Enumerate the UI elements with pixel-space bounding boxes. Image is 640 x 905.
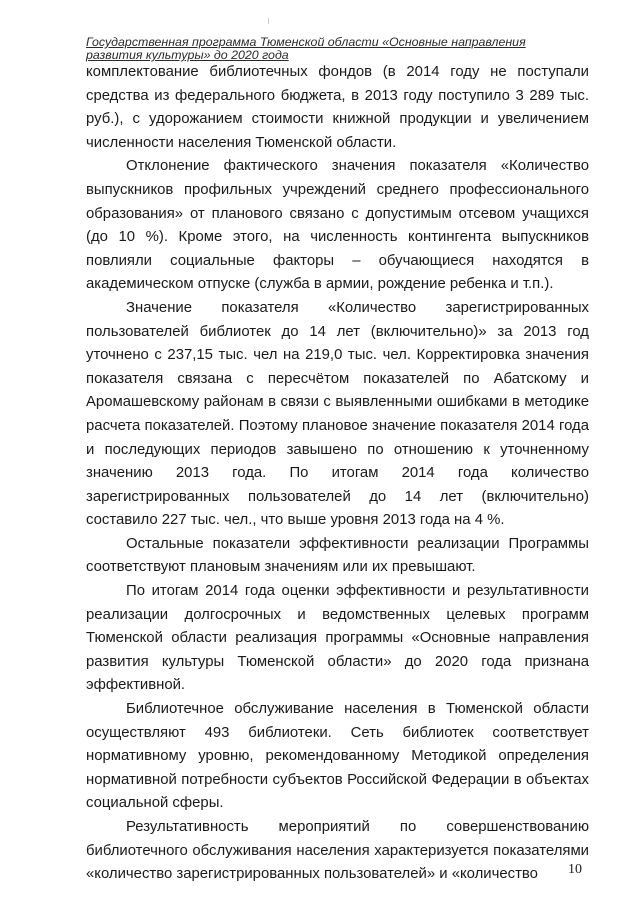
page-number: 10 <box>568 862 582 877</box>
paragraph-continued: комплектование библиотечных фондов (в 2014 году не поступали средства из федерального бюджета, в 2013 году поступило 3 289 тыс. руб.), с удорожанием стоимости книжной продукции и увеличением численности населения Тюменской области. <box>86 64 589 151</box>
paragraph: Библиотечное обслуживание населения в Тюменской области осуществляют 493 библиотеки. Сеть библиотек соответствует нормативному уровню, рекомендованному Методикой определения нормативной потребности субъектов Российской Федерации в объектах социальной сферы. <box>86 701 589 812</box>
paragraph: Отклонение фактического значения показателя «Количество выпускников профильных учреждений среднего профессионального образования» от планового связано с допустимым отсевом учащихся (до 10 %). Кроме этого, на численность контингента выпускников повлияли социальные факторы – обучающиеся находятся в академическом отпуске (служба в армии, рождение ребенка и т.п.). <box>86 158 589 293</box>
paragraph: По итогам 2014 года оценки эффективности и результативности реализации долгосрочных и ведомственных целевых программ Тюменской области реализация программы «Основные направления развития культуры Тюменской области» до 2020 года признана эффективной. <box>86 583 589 694</box>
body-text <box>86 61 589 887</box>
paragraph: Остальные показатели эффективности реализации Программы соответствуют плановым значениям или их превышают. <box>86 535 589 576</box>
running-header <box>86 35 526 62</box>
running-header-line-2: развития культуры» до 2020 года <box>86 48 289 62</box>
paragraph: Значение показателя «Количество зарегистрированных пользователей библиотек до 14 лет (включительно)» за 2013 год уточнено с 237,15 тыс. чел на 219,0 тыс. чел. Корректировка значения показателя связана с пересчётом показателей по Абатскому и Аромашевскому районам в связи с выявленными ошибками в методике расчета показателей. Поэтому плановое значение показателя 2014 года и последующих периодов завышено по отношению к уточненному значению 2013 года. По итогам 2014 года количество зарегистрированных пользователей до 14 лет (включительно) составило 227 тыс. чел., что выше уровня 2013 года на 4 %. <box>86 299 589 529</box>
running-header-line-1: Государственная программа Тюменской области «Основные направления <box>86 35 526 49</box>
scan-artifact-mark <box>268 18 269 24</box>
paragraph-continues: Результативность мероприятий по совершенствованию библиотечного обслуживания населения характеризуется показателями «количество зарегистрированных пользователей» и «количество <box>86 819 589 883</box>
